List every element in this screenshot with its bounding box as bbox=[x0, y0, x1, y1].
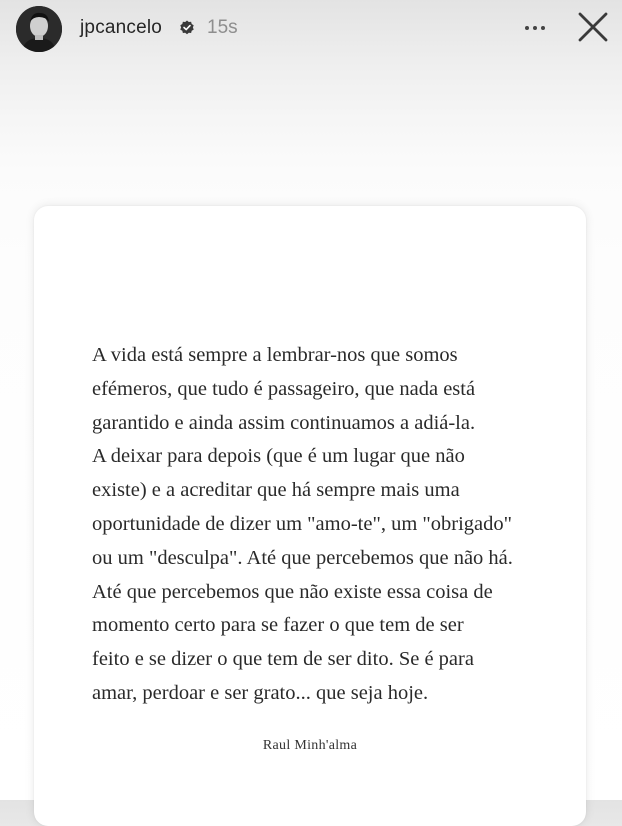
more-options-icon[interactable] bbox=[520, 18, 550, 38]
verified-badge-icon bbox=[179, 20, 195, 36]
avatar[interactable] bbox=[16, 6, 62, 52]
post-time: 15s bbox=[207, 17, 238, 38]
profile-photo-icon bbox=[16, 6, 62, 52]
story-header bbox=[0, 0, 622, 56]
quote-author: Raul Minh'alma bbox=[262, 738, 358, 753]
quote-card bbox=[34, 206, 586, 826]
quote-text: A vida está sempre a lembrar-nos que somos efémeros, que tudo é passageiro, que nada está garantido e ainda assim continuamos a adiá-la. A deixar para depois (que é um lugar que não existe) e a acreditar que há sempre mais uma oportunidade de dizer um "amo-te", um "obrigado" ou um "desculpa". Até que percebemos que não há. Até que percebemos que não existe essa coisa de momento certo para se fazer o que tem de ser feito e se dizer o que tem de ser dito. Se é para amar, perdoar e ser grato... que seja hoje. bbox=[92, 344, 513, 704]
username[interactable]: jpcancelo bbox=[80, 17, 163, 38]
close-icon[interactable] bbox=[576, 10, 610, 44]
